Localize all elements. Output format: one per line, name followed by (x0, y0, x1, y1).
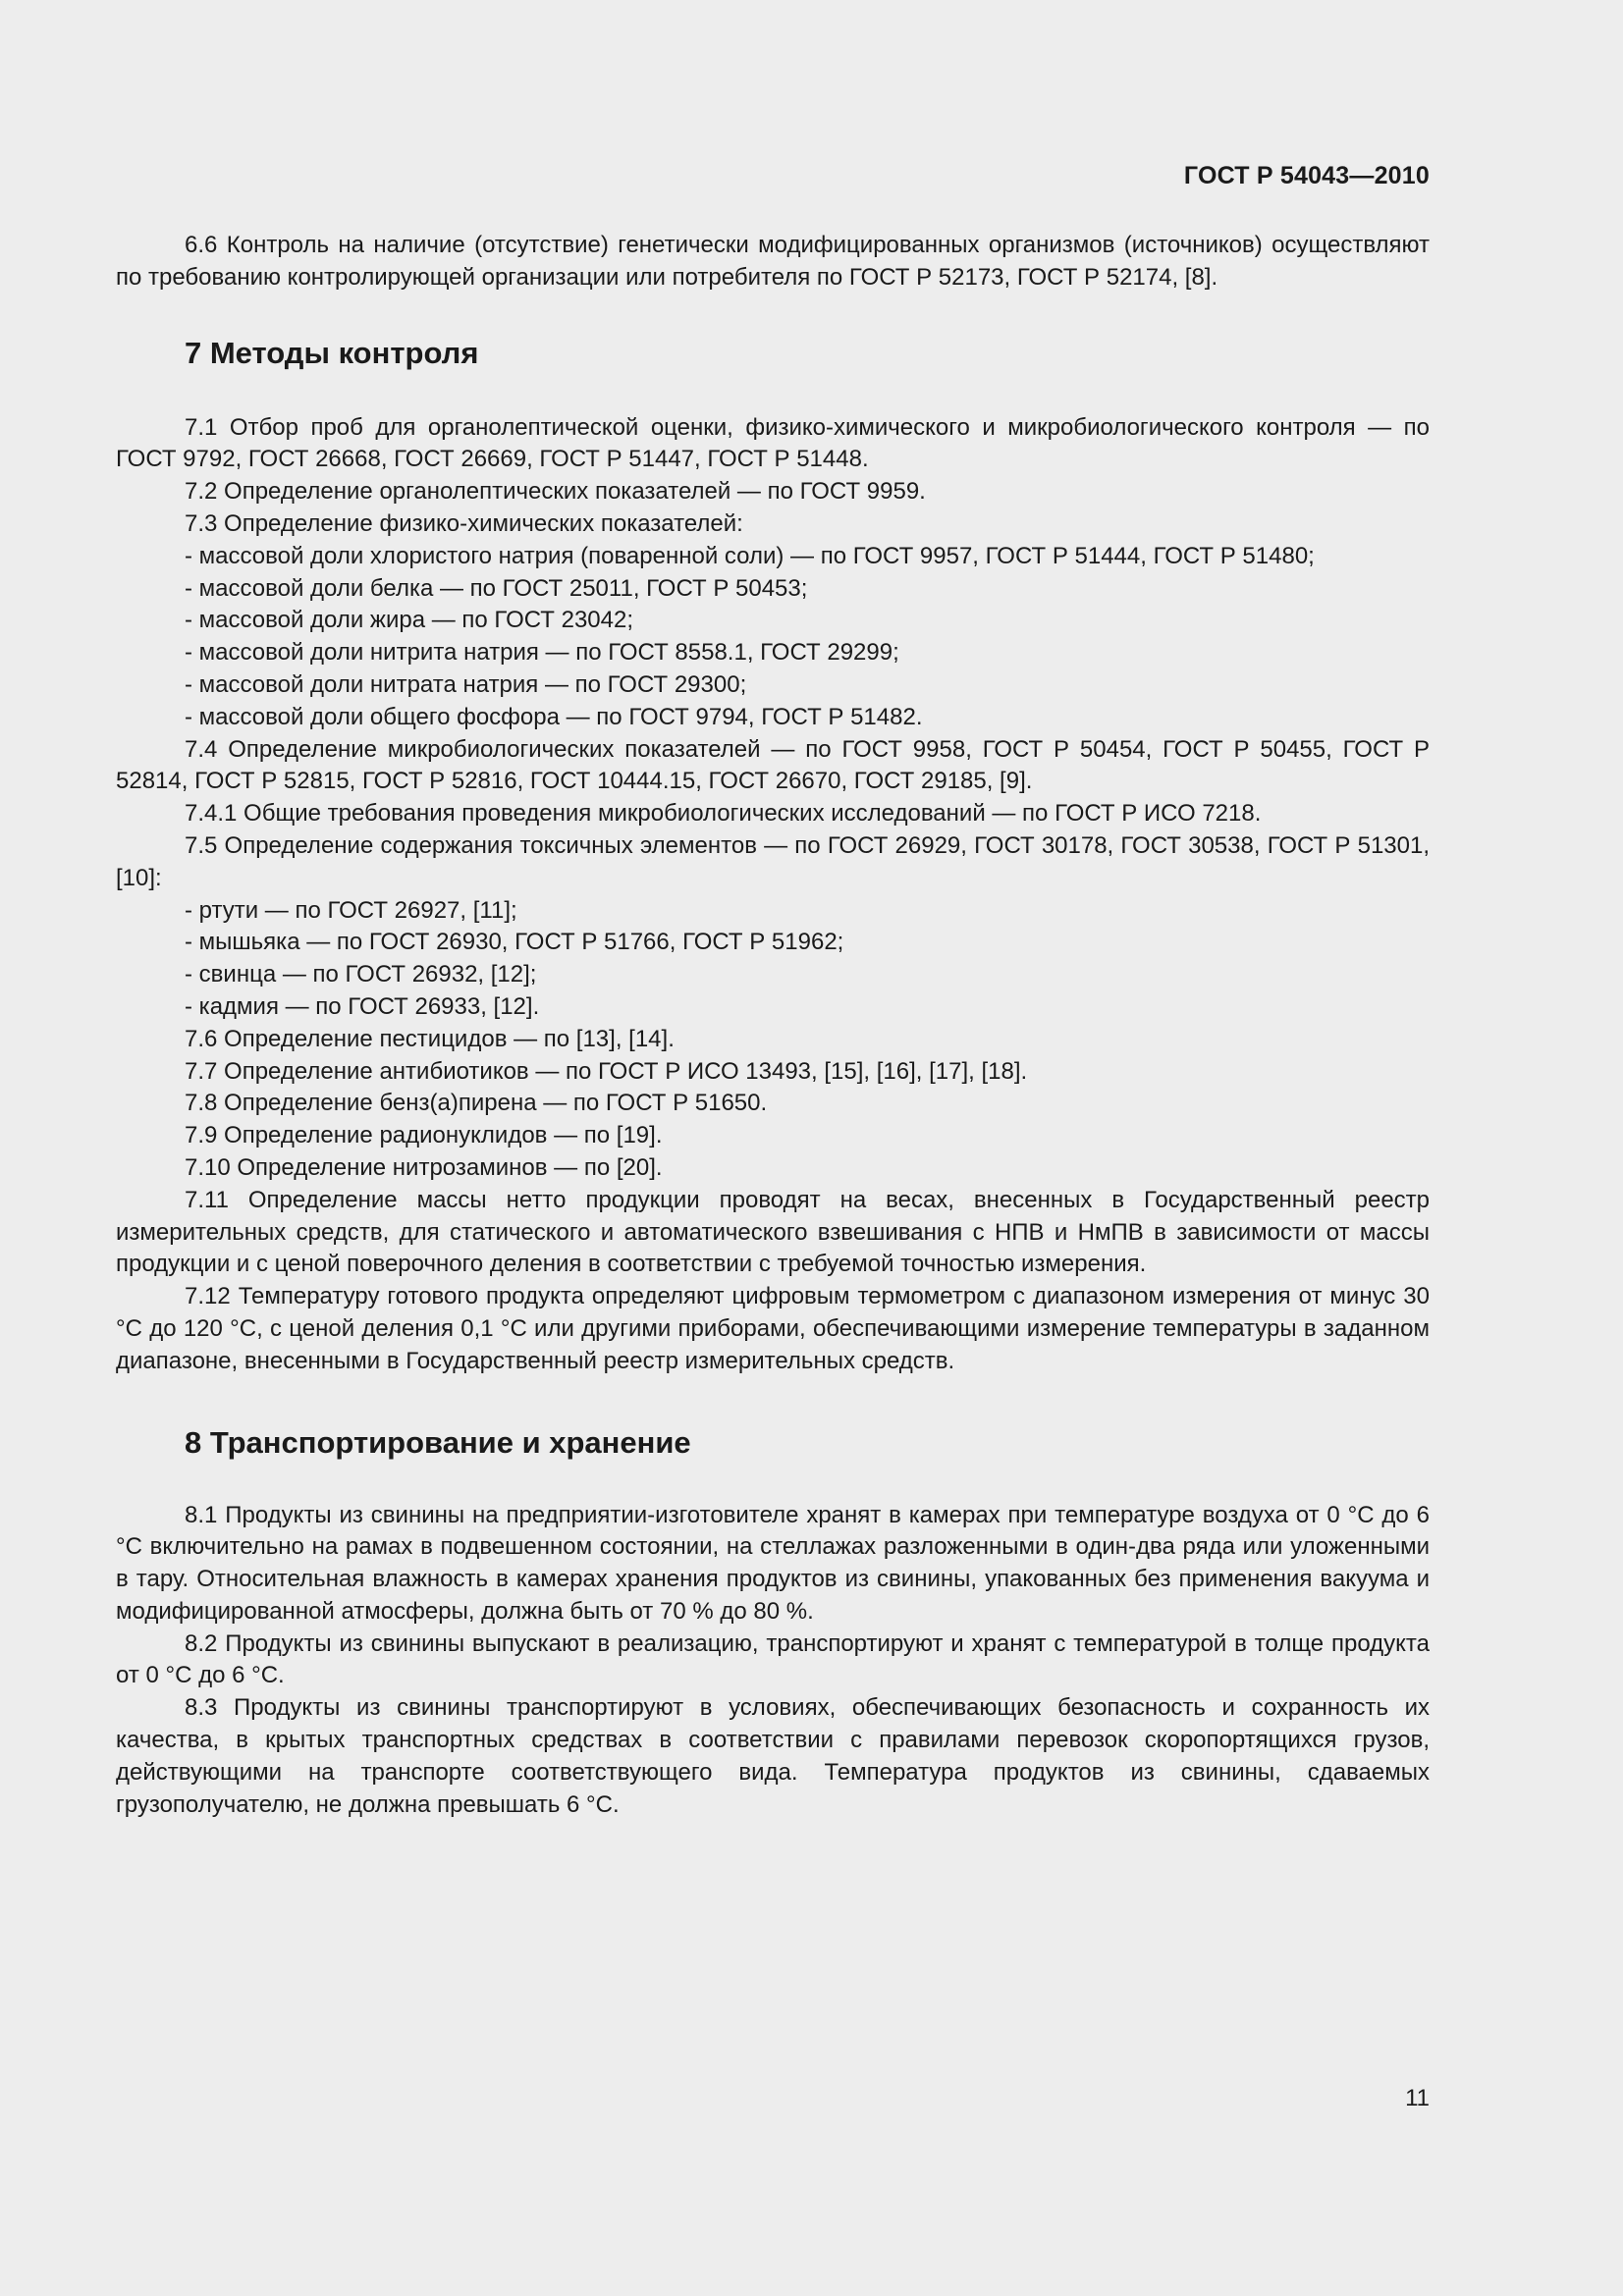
paragraph-7-8: 7.8 Определение бенз(а)пирена — по ГОСТ Р 51650. (185, 1090, 768, 1117)
paragraph-7-4: 7.4 Определение микробиологических показателей — по ГОСТ 9958, ГОСТ Р 50454, ГОСТ Р 50455, ГОСТ Р 52814, ГОСТ Р 52815, ГОСТ Р 52816, ГОСТ 10444.15, ГОСТ 26670, ГОСТ 29185, [9]. (116, 735, 1430, 795)
paragraph-8-1: 8.1 Продукты из свинины на предприятии-изготовителе хранят в камерах при температуре воздуха от 0 °С до 6 °С включительно на рамах в подвешенном состоянии, на стеллажах разложенными в один-два ряда или уложенными в тару. Относительная влажность в камерах хранения продуктов из свинины, упакованных без применения вакуума и модифицированной атмосферы, должна быть от 70 % до 80 %. (116, 1501, 1430, 1625)
paragraph-7-5: 7.5 Определение содержания токсичных элементов — по ГОСТ 26929, ГОСТ 30178, ГОСТ 30538, ГОСТ Р 51301, [10]: (116, 831, 1430, 891)
document-body (116, 230, 1430, 1821)
paragraph-7-7: 7.7 Определение антибиотиков — по ГОСТ Р ИСО 13493, [15], [16], [17], [18]. (185, 1057, 1028, 1085)
list-item: - массовой доли хлористого натрия (поваренной соли) — по ГОСТ 9957, ГОСТ Р 51444, ГОСТ Р 51480; (185, 542, 1315, 569)
paragraph-6-6: 6.6 Контроль на наличие (отсутствие) генетически модифицированных организмов (источников) осуществляют по требованию контролирующей организации или потребителя по ГОСТ Р 52173, ГОСТ Р 52174, [8]. (116, 232, 1430, 291)
paragraph-7-6: 7.6 Определение пестицидов — по [13], [14]. (185, 1025, 675, 1052)
list-item: - ртути — по ГОСТ 26927, [11]; (185, 896, 517, 924)
section-8-heading: 8 Транспортирование и хранение (185, 1424, 691, 1460)
section-7-heading: 7 Методы контроля (185, 335, 479, 370)
list-item: - массовой доли жира — по ГОСТ 23042; (185, 607, 634, 634)
list-item: - массовой доли общего фосфора — по ГОСТ 9794, ГОСТ Р 51482. (185, 703, 923, 730)
paragraph-7-2: 7.2 Определение органолептических показателей — по ГОСТ 9959. (185, 478, 926, 506)
list-item: - массовой доли нитрита натрия — по ГОСТ 8558.1, ГОСТ 29299; (185, 639, 899, 667)
list-item: - мышьяка — по ГОСТ 26930, ГОСТ Р 51766, ГОСТ Р 51962; (185, 929, 844, 956)
document-code-header: ГОСТ Р 54043—2010 (1183, 162, 1430, 189)
paragraph-7-11: 7.11 Определение массы нетто продукции проводят на весах, внесенных в Государственный реестр измерительных средств, для статического и автоматического взвешивания с НПВ и НмПВ в зависимости от массы продукции и с ценой поверочного деления в соответствии с требуемой точностью измерения. (116, 1186, 1430, 1278)
list-item: - массовой доли белка — по ГОСТ 25011, ГОСТ Р 50453; (185, 574, 808, 602)
page-number: 11 (1405, 2085, 1430, 2111)
paragraph-7-10: 7.10 Определение нитрозаминов — по [20]. (185, 1153, 663, 1181)
paragraph-7-3: 7.3 Определение физико-химических показателей: (185, 509, 743, 537)
paragraph-7-9: 7.9 Определение радионуклидов — по [19]. (185, 1122, 663, 1149)
paragraph-7-4-1: 7.4.1 Общие требования проведения микробиологических исследований — по ГОСТ Р ИСО 7218. (185, 800, 1262, 828)
paragraph-7-12: 7.12 Температуру готового продукта определяют цифровым термометром с диапазоном измерения от минус 30 °С до 120 °С, с ценой деления 0,1 °С или другими приборами, обеспечивающими измерение температуры в заданном диапазоне, внесенными в Государственный реестр измерительных средств. (116, 1283, 1430, 1374)
paragraph-8-2: 8.2 Продукты из свинины выпускают в реализацию, транспортируют и хранят с температурой в толще продукта от 0 °С до 6 °С. (116, 1629, 1430, 1689)
list-item: - свинца — по ГОСТ 26932, [12]; (185, 961, 537, 988)
paragraph-7-1: 7.1 Отбор проб для органолептической оценки, физико-химического и микробиологического контроля — по ГОСТ 9792, ГОСТ 26668, ГОСТ 26669, ГОСТ Р 51447, ГОСТ Р 51448. (116, 413, 1430, 473)
list-item: - кадмия — по ГОСТ 26933, [12]. (185, 992, 540, 1020)
paragraph-8-3: 8.3 Продукты из свинины транспортируют в условиях, обеспечивающих безопасность и сохранность их качества, в крытых транспортных средствах в соответствии с правилами перевозок скоропортящихся грузов, действующими на транспорте соответствующего вида. Температура продуктов из свинины, сдаваемых грузополучателю, не должна превышать 6 °С. (116, 1694, 1430, 1818)
list-item: - массовой доли нитрата натрия — по ГОСТ 29300; (185, 670, 747, 698)
